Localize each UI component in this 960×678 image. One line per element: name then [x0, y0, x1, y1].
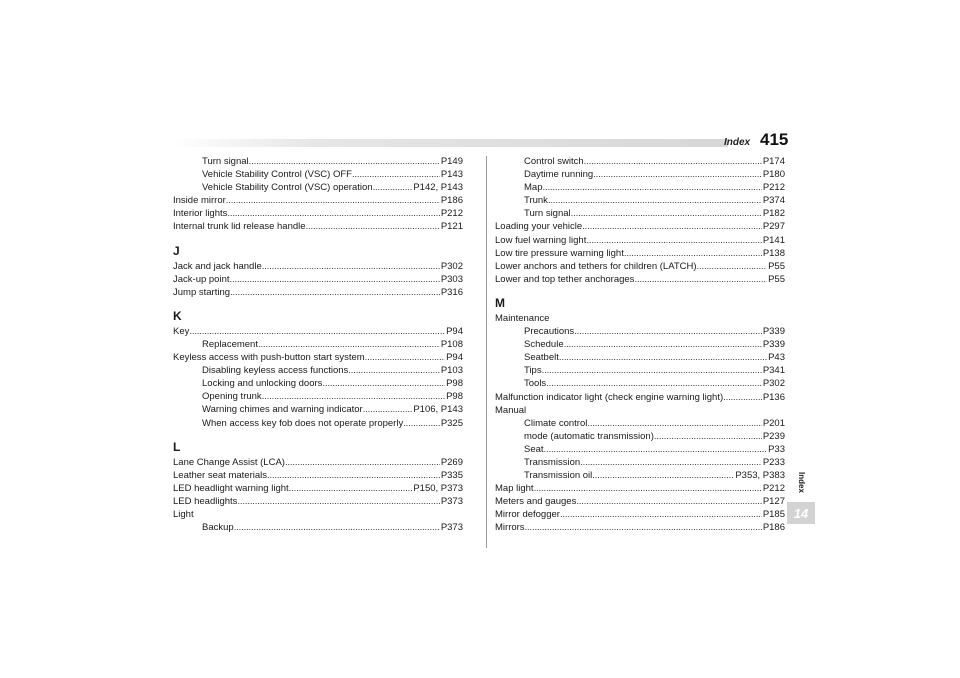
- index-term: Leather seat materials: [173, 469, 267, 481]
- index-term: Lower and top tether anchorages: [495, 273, 635, 285]
- index-heading: [495, 405, 785, 418]
- page-reference: P98: [446, 391, 463, 403]
- index-term: Internal trunk lid release handle: [173, 221, 306, 233]
- index-term: Daytime running: [524, 169, 594, 181]
- dot-leader: [542, 365, 762, 376]
- page-reference: P302: [762, 378, 785, 390]
- dot-leader: [262, 261, 440, 272]
- index-entry: [173, 221, 463, 234]
- index-entry: [495, 274, 785, 287]
- index-term: Mirrors: [495, 522, 525, 534]
- dot-leader: [560, 509, 762, 520]
- index-term: Low fuel warning light: [495, 234, 587, 246]
- dot-leader: [546, 378, 762, 389]
- dot-leader: [580, 457, 762, 468]
- index-entry: [173, 496, 463, 509]
- index-entry: [173, 352, 463, 365]
- section-letter: K: [173, 308, 182, 323]
- dot-leader: [363, 404, 413, 415]
- index-term: Map: [524, 182, 543, 194]
- section-letter: J: [173, 243, 180, 258]
- index-term: Transmission oil: [524, 470, 593, 482]
- dot-leader: [548, 195, 762, 206]
- header-bar: [174, 139, 728, 147]
- index-entry: [173, 287, 463, 300]
- dot-leader: [365, 352, 445, 363]
- index-term: Loading your vehicle: [495, 221, 583, 233]
- index-entry: [173, 483, 463, 496]
- page-reference: P185: [762, 509, 785, 521]
- page-reference: P182: [762, 208, 785, 220]
- dot-leader: [249, 156, 440, 167]
- page-reference: P233: [762, 456, 785, 468]
- index-term: Manual: [495, 404, 527, 416]
- index-term: Warning chimes and warning indicator: [202, 404, 363, 416]
- index-term: Inside mirror: [173, 195, 226, 207]
- page-reference: P269: [440, 456, 463, 468]
- page-reference: P212: [440, 208, 463, 220]
- page-reference: P141: [762, 234, 785, 246]
- index-term: Control switch: [524, 156, 584, 167]
- dot-leader: [592, 470, 734, 481]
- page-number: 415: [760, 130, 789, 149]
- page-reference: P150, P373: [413, 482, 463, 494]
- page-reference: P335: [440, 469, 463, 481]
- index-subentry: [495, 457, 785, 470]
- chapter-number: 14: [787, 502, 815, 524]
- index-subentry: [173, 404, 463, 417]
- page-reference: P212: [762, 182, 785, 194]
- page-reference: P303: [440, 273, 463, 285]
- index-subentry: [173, 169, 463, 182]
- dot-leader: [403, 418, 440, 429]
- index-term: Jack-up point: [173, 273, 230, 285]
- index-term: Transmission: [524, 456, 581, 468]
- dot-leader: [587, 418, 761, 429]
- dot-leader: [227, 208, 439, 219]
- index-term: Map light: [495, 483, 534, 495]
- index-subentry: [173, 339, 463, 352]
- index-term: Meters and gauges: [495, 496, 577, 508]
- dot-leader: [267, 470, 440, 481]
- index-subentry: [173, 522, 463, 535]
- dot-leader: [593, 169, 762, 180]
- index-term: Turn signal: [202, 156, 249, 167]
- index-subentry: [495, 339, 785, 352]
- index-entry: [495, 221, 785, 234]
- index-entry: [495, 248, 785, 261]
- dot-leader: [234, 522, 440, 533]
- dot-leader: [559, 352, 767, 363]
- dot-leader: [571, 208, 762, 219]
- index-subentry: [173, 365, 463, 378]
- dot-leader: [525, 522, 762, 533]
- page-reference: P186: [762, 522, 785, 534]
- dot-leader: [582, 221, 762, 232]
- index-entry: [173, 470, 463, 483]
- index-entry: [495, 509, 785, 522]
- dot-leader: [576, 496, 761, 507]
- page-reference: P108: [440, 338, 463, 350]
- index-term: Turn signal: [524, 208, 571, 220]
- page-reference: P297: [762, 221, 785, 233]
- index-subentry: [495, 444, 785, 457]
- index-term: Trunk: [524, 195, 548, 207]
- index-entry: [173, 261, 463, 274]
- page-reference: P43: [768, 352, 785, 364]
- page-reference: P143: [440, 169, 463, 181]
- page-reference: P127: [762, 496, 785, 508]
- page-reference: P94: [446, 352, 463, 364]
- index-term: Schedule: [524, 339, 564, 351]
- index-term: Light: [173, 508, 194, 520]
- page-reference: P374: [762, 195, 785, 207]
- dot-leader: [237, 496, 439, 507]
- dot-leader: [306, 221, 440, 232]
- index-subentry: [495, 169, 785, 182]
- page-reference: P186: [440, 195, 463, 207]
- index-term: LED headlights: [173, 495, 238, 507]
- index-term: Disabling keyless access functions: [202, 365, 349, 377]
- index-subentry: [495, 470, 785, 483]
- index-entry: [173, 208, 463, 221]
- index-subentry: [495, 365, 785, 378]
- dot-leader: [654, 431, 762, 442]
- index-term: Seat: [524, 443, 544, 455]
- index-term: mode (automatic transmission): [524, 430, 654, 442]
- index-entry: [173, 195, 463, 208]
- dot-leader: [697, 261, 768, 272]
- dot-leader: [322, 378, 445, 389]
- dot-leader: [564, 339, 762, 350]
- index-term: Lane Change Assist (LCA): [173, 456, 285, 468]
- index-subentry: [173, 156, 463, 169]
- index-term: Malfunction indicator light (check engine warning light): [495, 391, 724, 403]
- dot-leader: [373, 182, 413, 193]
- dot-leader: [542, 182, 761, 193]
- dot-leader: [262, 391, 445, 402]
- index-subentry: [173, 391, 463, 404]
- page-reference: P302: [440, 260, 463, 272]
- index-term: Interior lights: [173, 208, 228, 220]
- index-entry: [495, 483, 785, 496]
- dot-leader: [584, 156, 762, 167]
- dot-leader: [230, 287, 440, 298]
- dot-leader: [289, 483, 413, 494]
- index-term: Climate control: [524, 417, 588, 429]
- index-term: When access key fob does not operate properly: [202, 417, 404, 429]
- index-term: Vehicle Stability Control (VSC) operation: [202, 182, 373, 194]
- index-term: Low tire pressure warning light: [495, 247, 624, 259]
- dot-leader: [574, 326, 762, 337]
- dot-leader: [230, 274, 440, 285]
- page-reference: P174: [762, 156, 785, 167]
- index-entry: [173, 274, 463, 287]
- dot-leader: [634, 274, 767, 285]
- page-reference: P138: [762, 247, 785, 259]
- dot-leader: [723, 392, 762, 403]
- dot-leader: [352, 169, 440, 180]
- index-term: Opening trunk: [202, 391, 262, 403]
- index-heading: [495, 313, 785, 326]
- page-reference: P212: [762, 483, 785, 495]
- section-letter: L: [173, 439, 181, 454]
- side-tab: [787, 456, 815, 524]
- index-entry: [495, 261, 785, 274]
- index-entry: [173, 326, 463, 339]
- index-entry: [495, 392, 785, 405]
- dot-leader: [189, 326, 445, 337]
- index-entry: [495, 496, 785, 509]
- dot-leader: [586, 235, 761, 246]
- dot-leader: [544, 444, 768, 455]
- index-entry: [495, 522, 785, 535]
- index-subentry: [495, 378, 785, 391]
- page-reference: P239: [762, 430, 785, 442]
- dot-leader: [534, 483, 762, 494]
- page-reference: P373: [440, 522, 463, 534]
- page-reference: P55: [768, 273, 785, 285]
- page-reference: P33: [768, 443, 785, 455]
- index-subentry: [173, 378, 463, 391]
- page-reference: P353, P383: [735, 470, 785, 482]
- page-reference: P373: [440, 495, 463, 507]
- page-reference: P316: [440, 286, 463, 298]
- dot-leader: [258, 339, 440, 350]
- index-subentry: [495, 208, 785, 221]
- index-subentry: [495, 418, 785, 431]
- page-reference: P106, P143: [413, 404, 463, 416]
- section-letter: M: [495, 295, 505, 310]
- page-reference: P339: [762, 326, 785, 338]
- index-subentry: [495, 182, 785, 195]
- index-term: Jack and jack handle: [173, 260, 262, 272]
- side-tab-label: Index: [796, 471, 806, 493]
- index-subentry: [495, 326, 785, 339]
- page-reference: P149: [440, 156, 463, 167]
- dot-leader: [624, 248, 762, 259]
- index-term: Locking and unlocking doors: [202, 378, 323, 390]
- page-reference: P341: [762, 365, 785, 377]
- index-term: Lower anchors and tethers for children (LATCH): [495, 260, 697, 272]
- page-reference: P201: [762, 417, 785, 429]
- index-subentry: [173, 418, 463, 431]
- index-subentry: [495, 195, 785, 208]
- index-subentry: [495, 352, 785, 365]
- dot-leader: [348, 365, 440, 376]
- dot-leader: [226, 195, 440, 206]
- index-term: Seatbelt: [524, 352, 559, 364]
- index-column-left: [173, 156, 463, 535]
- index-subentry: [495, 431, 785, 444]
- page-reference: P136: [762, 391, 785, 403]
- index-term: Maintenance: [495, 312, 550, 324]
- page-reference: P121: [440, 221, 463, 233]
- index-entry: [173, 457, 463, 470]
- index-term: Jump starting: [173, 286, 231, 298]
- index-term: Mirror defogger: [495, 509, 560, 521]
- page-reference: P325: [440, 417, 463, 429]
- index-term: Replacement: [202, 338, 258, 350]
- page-reference: P180: [762, 169, 785, 181]
- dot-leader: [285, 457, 440, 468]
- page-reference: P339: [762, 339, 785, 351]
- page-reference: P103: [440, 365, 463, 377]
- page-reference: P98: [446, 378, 463, 390]
- index-term: Precautions: [524, 326, 575, 338]
- index-column-right: [495, 156, 785, 536]
- index-subentry: [173, 182, 463, 195]
- page-reference: P55: [768, 260, 785, 272]
- index-term: Tools: [524, 378, 547, 390]
- index-subentry: [495, 156, 785, 169]
- index-entry: [495, 235, 785, 248]
- page-reference: P142, P143: [413, 182, 463, 194]
- index-term: Keyless access with push-button start system: [173, 352, 365, 364]
- index-term: LED headlight warning light: [173, 482, 289, 494]
- index-heading: [173, 509, 463, 522]
- index-term: Vehicle Stability Control (VSC) OFF: [202, 169, 352, 181]
- index-term: Tips: [524, 365, 542, 377]
- column-divider: [486, 156, 487, 548]
- index-term: Backup: [202, 522, 234, 534]
- index-term: Key: [173, 325, 190, 337]
- header-label: Index: [724, 137, 751, 148]
- page-reference: P94: [446, 325, 463, 337]
